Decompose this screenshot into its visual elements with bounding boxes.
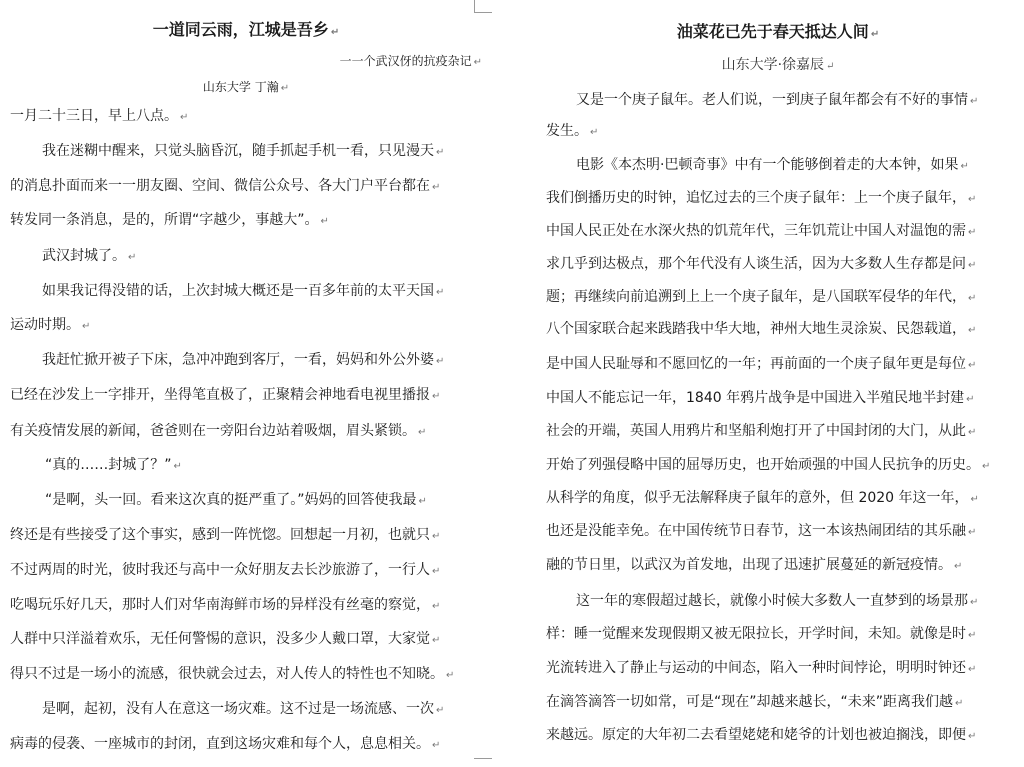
right-line: 发生。 ↵	[546, 123, 599, 139]
paragraph-mark: ↵	[330, 27, 340, 38]
paragraph-mark: ↵	[970, 597, 979, 608]
paragraph-mark: ↵	[968, 731, 977, 742]
page-gutter	[492, 0, 532, 767]
paragraph-mark: ↵	[436, 705, 445, 716]
left-line: “是啊，头一回。看来这次真的挺严重了。”妈妈的回答使我最 ↵	[45, 492, 427, 508]
paragraph-mark: ↵	[954, 561, 963, 572]
paragraph-mark: ↵	[82, 321, 91, 332]
paragraph-mark: ↵	[968, 194, 977, 205]
paragraph-mark: ↵	[970, 96, 979, 107]
right-line: 这一年的寒假超过越长，就像小时候大多数人一直梦到的场景那 ↵	[576, 593, 979, 609]
right-line: 在滴答滴答一切如常，可是“现在”却越来越长，“未来”距离我们越 ↵	[546, 694, 964, 710]
paragraph-mark: ↵	[473, 57, 482, 68]
left-article-title: 一道同云雨，江城是吾乡 ↵	[152, 20, 340, 39]
left-line: 转发同一条消息，是的，所谓“字越少，事越大”。 ↵	[10, 212, 329, 228]
paragraph-mark: ↵	[436, 147, 445, 158]
right-line: 融的节日里，以武汉为首发地，出现了迅速扩展蔓延的新冠疫情。 ↵	[546, 557, 963, 573]
left-line: 病毒的侵袭、一座城市的封闭，直到这场灾难和每个人，息息相关。 ↵	[10, 736, 441, 752]
paragraph-mark: ↵	[320, 216, 329, 227]
paragraph-mark: ↵	[173, 461, 182, 472]
paragraph-mark: ↵	[432, 740, 441, 751]
left-line: 有关疫情发展的新闻，爸爸则在一旁阳台边站着吸烟，眉头紧锁。 ↵	[10, 423, 427, 439]
right-line: 八个国家联合起来践踏我中华大地，神州大地生灵涂炭、民怨载道， ↵	[546, 321, 977, 337]
right-line: 开始了列强侵略中国的屈辱历史，也开始顽强的中国人民抗争的历史。 ↵	[546, 457, 991, 473]
paragraph-mark: ↵	[590, 127, 599, 138]
left-line: 如果我记得没错的话，上次封城大概还是一百多年前的太平天国 ↵	[42, 283, 445, 299]
right-line: 中国人不能忘记一年，1840 年鸦片战争是中国进入半殖民地半封建 ↵	[546, 390, 975, 406]
paragraph-mark: ↵	[968, 427, 977, 438]
paragraph-mark: ↵	[968, 664, 977, 675]
crop-mark	[474, 12, 492, 13]
paragraph-mark: ↵	[968, 260, 977, 271]
paragraph-mark: ↵	[968, 527, 977, 538]
paragraph-mark: ↵	[970, 494, 979, 505]
crop-mark	[474, 0, 475, 12]
left-line: 终还是有些接受了这个事实，感到一阵恍惚。回想起一月初，也就只 ↵	[10, 527, 441, 543]
paragraph-mark: ↵	[446, 670, 455, 681]
right-line: 来越远。原定的大年初二去看望姥姥和姥爷的计划也被迫搁浅，即便 ↵	[546, 727, 977, 743]
left-line: “真的……封城了？” ↵	[45, 457, 182, 473]
left-article-subtitle: 一一个武汉伢的抗疫杂记 ↵	[339, 54, 482, 68]
paragraph-mark: ↵	[280, 83, 290, 94]
left-line: 不过两周的时光，彼时我还与高中一众好朋友去长沙旅游了，一行人 ↵	[10, 562, 441, 578]
paragraph-mark: ↵	[432, 391, 441, 402]
right-article-author: 山东大学·徐嘉辰 ↵	[721, 57, 835, 73]
right-line: 也还是没能幸免。在中国传统节日春节，这一本该热闹团结的其乐融 ↵	[546, 523, 977, 539]
left-document-page	[0, 0, 492, 767]
right-line: 从科学的角度，似乎无法解释庚子鼠年的意外，但 2020 年这一年， ↵	[546, 490, 979, 506]
right-document-page	[532, 0, 1024, 767]
paragraph-mark: ↵	[968, 360, 977, 371]
left-line: 一月二十三日，早上八点。 ↵	[10, 108, 189, 124]
paragraph-mark: ↵	[418, 496, 427, 507]
right-line: 求几乎到达极点，那个年代没有人谈生活，因为大多数人生存都是问 ↵	[546, 256, 977, 272]
right-line: 又是一个庚子鼠年。老人们说，一到庚子鼠年都会有不好的事情 ↵	[576, 92, 979, 108]
paragraph-mark: ↵	[436, 356, 445, 367]
right-line: 我们倒播历史的时钟，追忆过去的三个庚子鼠年：上一个庚子鼠年， ↵	[546, 190, 977, 206]
left-line: 的消息扑面而来一一朋友圈、空间、微信公众号、各大门户平台都在 ↵	[10, 178, 441, 194]
left-line: 吃喝玩乐好几天，那时人们对华南海鲜市场的异样没有丝毫的察觉， ↵	[10, 597, 441, 613]
right-line: 社会的开端，英国人用鸦片和坚船利炮打开了中国封闭的大门，从此 ↵	[546, 423, 977, 439]
paragraph-mark: ↵	[432, 531, 441, 542]
paragraph-mark: ↵	[960, 161, 969, 172]
right-line: 是中国人民耻辱和不愿回忆的一年；再前面的一个庚子鼠年更是每位 ↵	[546, 356, 977, 372]
paragraph-mark: ↵	[955, 698, 964, 709]
paragraph-mark: ↵	[436, 287, 445, 298]
crop-mark	[474, 758, 492, 759]
paragraph-mark: ↵	[418, 427, 427, 438]
paragraph-mark: ↵	[432, 566, 441, 577]
left-line: 运动时期。 ↵	[10, 317, 91, 333]
right-line: 样：睡一觉醒来发现假期又被无限拉长，开学时间，未知。就像是时 ↵	[546, 626, 977, 642]
right-line: 电影《本杰明·巴顿奇事》中有一个能够倒着走的大本钟，如果 ↵	[576, 157, 969, 173]
paragraph-mark: ↵	[826, 61, 835, 72]
paragraph-mark: ↵	[432, 182, 441, 193]
paragraph-mark: ↵	[128, 252, 137, 263]
left-article-author: 山东大学 丁瀚 ↵	[202, 80, 290, 94]
left-line: 得只不过是一场小的流感，很快就会过去，对人传人的特性也不知晓。 ↵	[10, 666, 455, 682]
paragraph-mark: ↵	[432, 601, 441, 612]
right-line: 中国人民正处在水深火热的饥荒年代，三年饥荒让中国人对温饱的需 ↵	[546, 223, 977, 239]
paragraph-mark: ↵	[968, 325, 977, 336]
right-line: 题；再继续向前追溯到上上一个庚子鼠年，是八国联军侵华的年代， ↵	[546, 289, 977, 305]
paragraph-mark: ↵	[870, 29, 880, 40]
left-line: 是啊，起初，没有人在意这一场灾难。这不过是一场流感、一次 ↵	[42, 701, 445, 717]
paragraph-mark: ↵	[982, 461, 991, 472]
left-line: 我在迷糊中醒来，只觉头脑昏沉，随手抓起手机一看，只见漫天 ↵	[42, 143, 445, 159]
right-line: 光流转进入了静止与运动的中间态，陷入一种时间悖论，明明时钟还 ↵	[546, 660, 977, 676]
left-line: 人群中只洋溢着欢乐，无任何警惕的意识，没多少人戴口罩，大家觉 ↵	[10, 631, 441, 647]
paragraph-mark: ↵	[968, 293, 977, 304]
paragraph-mark: ↵	[968, 227, 977, 238]
paragraph-mark: ↵	[432, 635, 441, 646]
paragraph-mark: ↵	[968, 630, 977, 641]
right-article-title: 油菜花已先于春天抵达人间 ↵	[676, 22, 880, 41]
paragraph-mark: ↵	[966, 394, 975, 405]
left-line: 已经在沙发上一字排开，坐得笔直极了，正聚精会神地看电视里播报 ↵	[10, 387, 441, 403]
left-line: 我赶忙掀开被子下床，急冲冲跑到客厅，一看，妈妈和外公外婆 ↵	[42, 352, 445, 368]
left-line: 武汉封城了。 ↵	[42, 248, 137, 264]
paragraph-mark: ↵	[180, 112, 189, 123]
